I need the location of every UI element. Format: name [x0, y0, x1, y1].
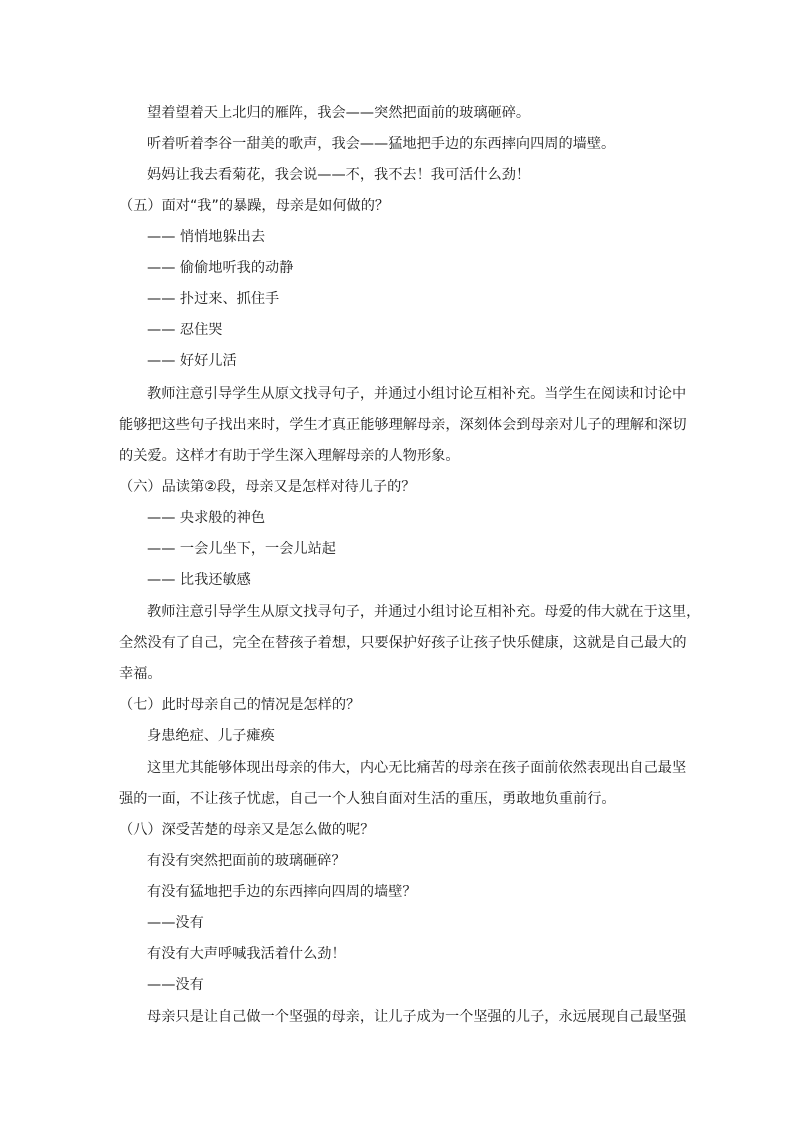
- section-heading: （五）面对“我”的暴躁，母亲是如何做的？: [119, 198, 390, 214]
- list-item: —— 偷偷地听我的动静: [147, 260, 294, 276]
- text-line: 有没有猛地把手边的东西摔向四周的墙壁？: [147, 884, 417, 900]
- text-line: 全然没有了自己，完全在替孩子着想，只要保护好孩子让孩子快乐健康，这就是自己最大的: [119, 635, 687, 651]
- list-item: —— 悄悄地躲出去: [147, 229, 266, 245]
- section-heading: （八）深受苦楚的母亲又是怎么做的呢？: [119, 822, 375, 838]
- text-line: 教师注意引导学生从原文找寻句子，并通过小组讨论互相补充。母爱的伟大就在于这里，: [147, 604, 701, 620]
- list-item: —— 一会儿坐下，一会儿站起: [147, 541, 336, 557]
- text-line: 身患绝症、儿子瘫痪: [147, 728, 275, 744]
- text-line: 妈妈让我去看菊花，我会说——不，我不去！我可活什么劲！: [147, 167, 531, 183]
- list-item: —— 忍住哭: [147, 322, 223, 338]
- list-item: —— 好好儿活: [147, 353, 237, 369]
- list-item: —— 比我还敏感: [147, 572, 251, 588]
- text-line: 听着听着李谷一甜美的歌声，我会——猛地把手边的东西摔向四周的墙壁。: [147, 136, 616, 152]
- text-line: 望着望着天上北归的雁阵，我会——突然把面前的玻璃砸碎。: [147, 105, 531, 121]
- text-line: 母亲只是让自己做一个坚强的母亲，让儿子成为一个坚强的儿子，永远展现自己最坚强: [147, 1009, 687, 1025]
- section-heading: （七）此时母亲自己的情况是怎样的？: [119, 697, 361, 713]
- list-item: ——没有: [147, 977, 204, 993]
- text-line: 这里尤其能够体现出母亲的伟大，内心无比痛苦的母亲在孩子面前依然表现出自己最坚: [147, 760, 687, 776]
- text-line: 幸福。: [119, 666, 162, 682]
- text-line: 的关爱。这样才有助于学生深入理解母亲的人物形象。: [119, 448, 460, 464]
- list-item: ——没有: [147, 915, 204, 931]
- list-item: —— 扑过来、抓住手: [147, 291, 280, 307]
- text-line: 强的一面，不让孩子忧虑，自己一个人独自面对生活的重压，勇敢地负重前行。: [119, 791, 616, 807]
- text-line: 能够把这些句子找出来时，学生才真正能够理解母亲，深刻体会到母亲对儿子的理解和深切: [119, 417, 687, 433]
- text-line: 有没有大声呼喊我活着什么劲！: [147, 946, 346, 962]
- text-line: 有没有突然把面前的玻璃砸碎？: [147, 853, 346, 869]
- section-heading: （六）品读第②段，母亲又是怎样对待儿子的？: [119, 479, 416, 495]
- list-item: —— 央求般的神色: [147, 510, 266, 526]
- text-line: 教师注意引导学生从原文找寻句子，并通过小组讨论互相补充。当学生在阅读和讨论中: [147, 386, 687, 402]
